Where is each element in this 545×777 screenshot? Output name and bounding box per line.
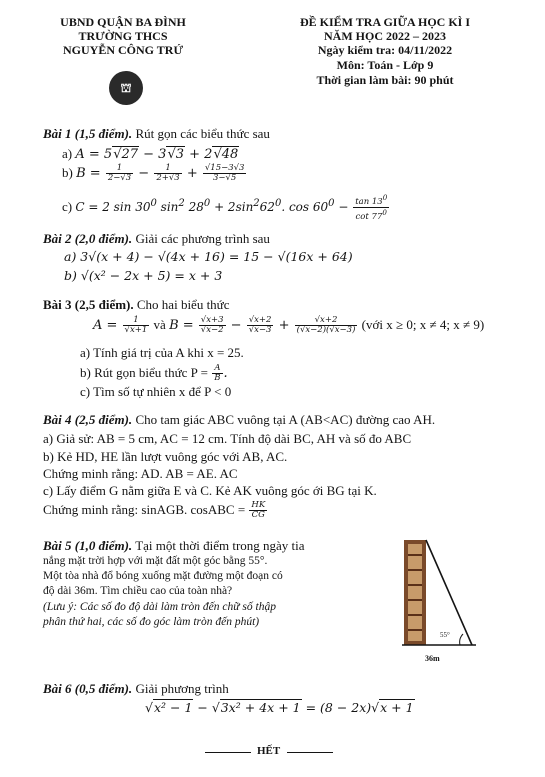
bai4-a: a) Giả sử: AB = 5 cm, AC = 12 cm. Tính độ dài BC, AH và số đo ABC — [43, 431, 412, 446]
bai2-a: a) 3√(x + 4) − √(4x + 16) = 15 − √(16x + 64) — [64, 249, 353, 264]
bai3-title: Bài 3 (2,5 điểm). — [43, 297, 134, 312]
figure-length-label: 36m — [425, 654, 440, 663]
bai4-title: Bài 4 (2,5 điểm). — [43, 412, 133, 427]
bai1-a: a) A = 5√27 − 3√3 + 2√48 — [62, 146, 239, 162]
bai3-b: b) Rút gọn biểu thức P = $\frac{A}{B}$ . — [80, 363, 228, 383]
bai1-b: b) B = $\frac{1}{2-√3}$ − $\frac{1}{2+√3}$ + $\frac{√15-3√3}{3-√5}$ — [62, 163, 245, 183]
bai4-c2: Chứng minh rằng: sinAGB. cosABC = $\frac{HK}{CG}$ — [43, 500, 266, 520]
bai5-note-2: phân thứ hai, các số đo góc làm tròn đến phút) — [43, 616, 260, 628]
sun-ray-line — [426, 540, 472, 645]
bai4-b2: Chứng minh rằng: AD. AB = AE. AC — [43, 466, 238, 481]
figure-angle-label: 55° — [440, 631, 450, 639]
school-type: TRƯỜNG THCS — [78, 29, 168, 43]
bai1-a-label: a) — [62, 146, 73, 161]
bai1-b-label: b) — [62, 165, 73, 180]
bai5-line-1-text: Tại một thời điểm trong ngày tia — [135, 538, 305, 553]
bai3-b-text: b) Rút gọn biểu thức P = — [80, 365, 209, 380]
building-shadow-figure — [400, 530, 480, 670]
footer-rule-right — [287, 752, 333, 753]
bai3-a: a) Tính giá trị của A khi x = 25. — [80, 345, 244, 360]
bai3-condition: (với x ≥ 0; x ≠ 4; x ≠ 9) — [361, 317, 485, 332]
bai4-intro: Cho tam giác ABC vuông tại A (AB<AC) đường cao AH. — [135, 412, 436, 427]
bai4-b1: b) Kẻ HD, HE lần lượt vuông góc với AB, AC. — [43, 449, 288, 464]
bai5-line-1 — [43, 538, 305, 554]
bai3-c: c) Tìm số tự nhiên x để P < 0 — [80, 384, 232, 399]
bai3-intro: Cho hai biểu thức — [136, 297, 230, 312]
bai4-c2-text: Chứng minh rằng: sinAGB. cosABC = — [43, 502, 246, 517]
school-district: UBND QUẬN BA ĐÌNH — [60, 15, 186, 29]
school-name: NGUYỄN CÔNG TRỨ — [62, 43, 183, 57]
bai5-line-4: độ dài 36m. Tìm chiều cao của toàn nhà? — [43, 585, 233, 597]
exam-duration: Thời gian làm bài: 90 phút — [316, 73, 454, 87]
exam-title: ĐỀ KIỂM TRA GIỮA HỌC KÌ I — [299, 15, 471, 29]
bai1-heading — [43, 126, 270, 142]
exam-subject: Môn: Toán - Lớp 9 — [336, 58, 434, 72]
bai6-equation: √x² − 1 − √3x² + 4x + 1 = (8 − 2x)√x + 1 — [145, 700, 414, 715]
bai6-heading — [43, 681, 229, 697]
bai1-intro: Rút gọn các biểu thức sau — [135, 126, 270, 141]
bai5-line-2: nắng mặt trời hợp với mặt đất một góc bằng 55°. — [43, 555, 268, 567]
exam-date: Ngày kiểm tra: 04/11/2022 — [317, 43, 453, 57]
bai2-b: b) √(x² − 2x + 5) = x + 3 — [64, 268, 223, 283]
footer-end: HẾT — [257, 745, 281, 757]
bai2-heading — [43, 231, 270, 247]
bai4-c1: c) Lấy điểm G nằm giữa E và C. Kẻ AK vuông góc ới BG tại K. — [43, 483, 377, 498]
bai5-title: Bài 5 (1,0 điểm). — [43, 538, 133, 553]
school-year: NĂM HỌC 2022 – 2023 — [324, 29, 446, 43]
bai1-c-label: c) — [62, 198, 73, 214]
bai2-title: Bài 2 (2,0 điểm). — [43, 231, 133, 246]
bai6-intro: Giải phương trình — [135, 681, 229, 696]
bai3-heading — [43, 297, 230, 313]
bai6-title: Bài 6 (0,5 điểm). — [43, 681, 133, 696]
bai5-note-1: (Lưu ý: Các số đo độ dài làm tròn đến chữ số thập — [43, 601, 276, 613]
bai5-line-3: Một tòa nhà đổ bóng xuống mặt đường một đoạn có — [43, 570, 283, 582]
bai4-heading — [43, 412, 435, 428]
bai1-c: c) C = 2 $\sin 30^0$ $\sin^2 28^0 + 2\sin^262^0$. $\cos 60^0$ − $\frac{\tan 13^0}{\cot 77^0}$ — [62, 193, 388, 222]
bai3-expressions: A = $\frac{1}{√x+1}$ và B = $\frac{√x+3}{√x-2}$ − $\frac{√x+2}{√x-3}$ + $\frac{√x+2}{(√x-2)(√x-3)}$ (với x ≥ 0; x ≠ 4; x ≠ 9) — [93, 315, 485, 335]
school-logo: ⛫ — [109, 71, 143, 105]
footer-rule-left — [205, 752, 251, 753]
bai2-intro: Giải các phương trình sau — [135, 231, 270, 246]
bai1-title: Bài 1 (1,5 điểm). — [43, 126, 133, 141]
